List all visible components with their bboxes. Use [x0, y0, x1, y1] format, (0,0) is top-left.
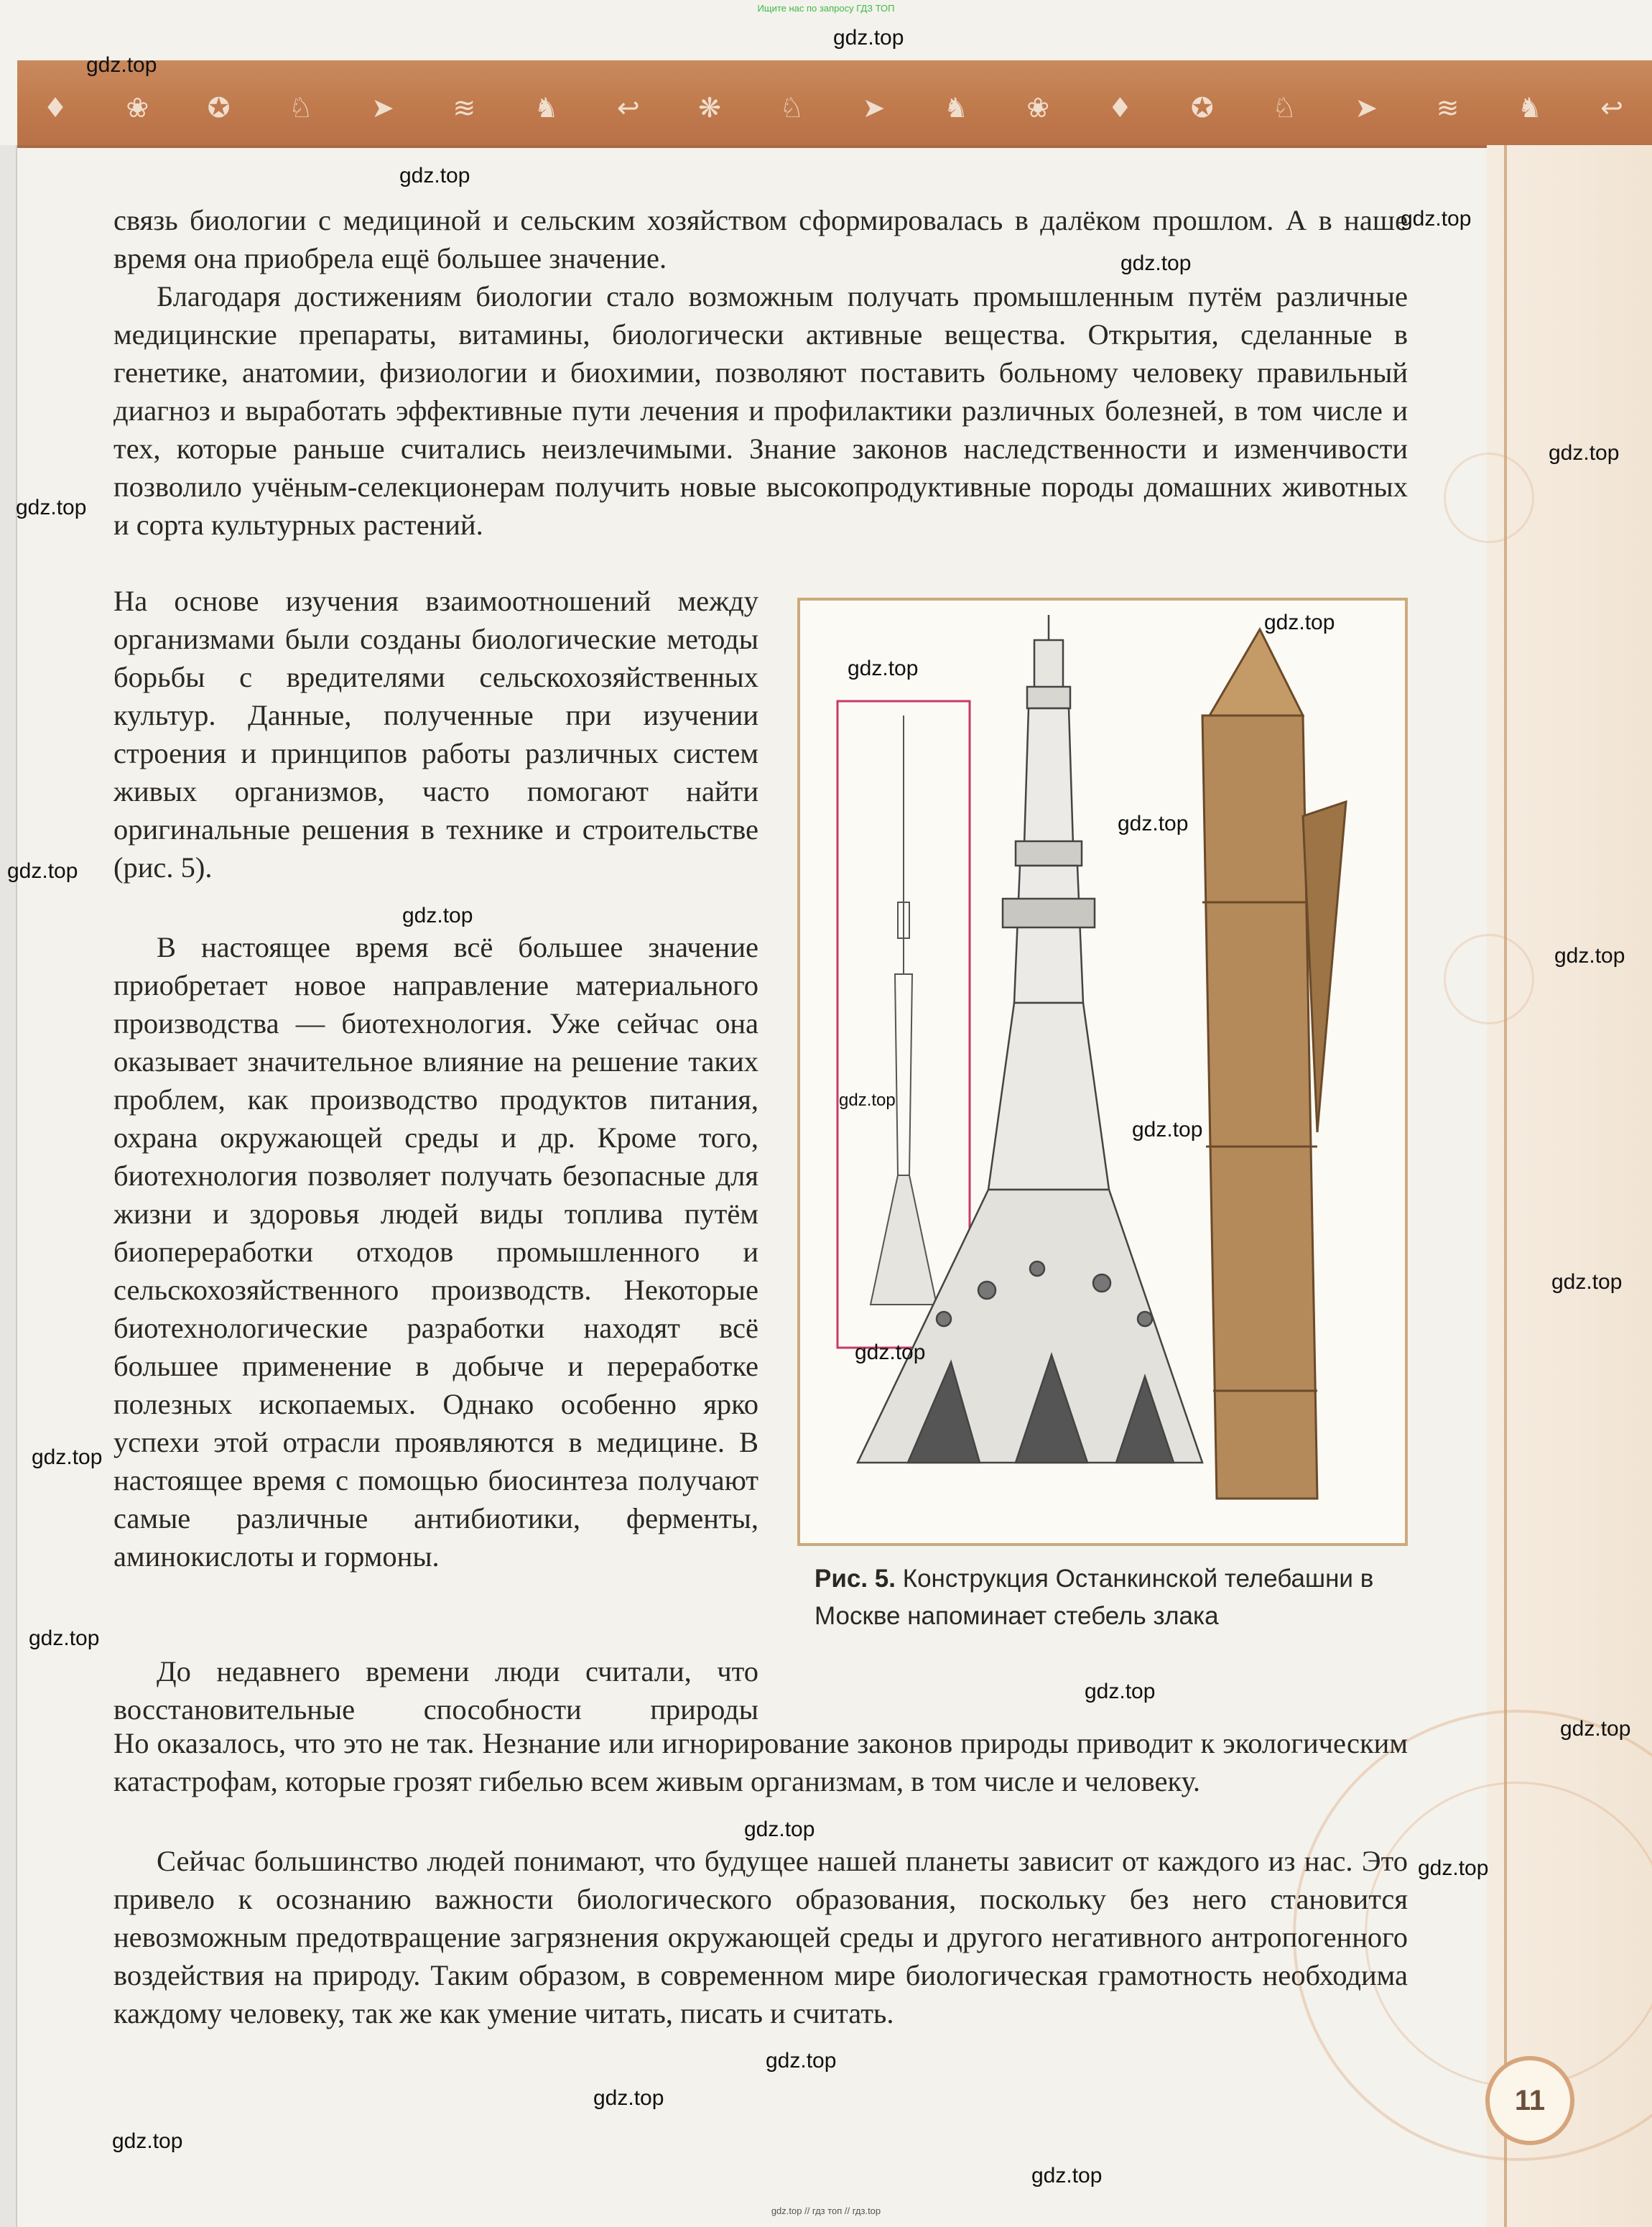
watermark: gdz.top [1120, 251, 1192, 275]
figure-caption-text: Конструкция Останкинской телебашни в Москве напоминает стебель злака [815, 1565, 1374, 1630]
tower-and-stem-drawing [800, 601, 1405, 1543]
watermark: gdz.top [1031, 2164, 1103, 2187]
watermark: gdz.top [1418, 1856, 1489, 1880]
paragraph-4-end: Но оказалось, что это не так. Незнание или игнорирование законов природы приводит к экологическим катастрофам, которые грозят гибелью всем живым организмам, в том числе и человеку. [113, 1727, 1408, 1797]
goat-icon: ♞ [1517, 92, 1542, 124]
lizard-icon: ≋ [1436, 92, 1460, 124]
header-animal-row [43, 86, 1623, 129]
figure-5-illustration [797, 598, 1408, 1546]
watermark: gdz.top [766, 2049, 837, 2073]
horse-icon: ♞ [943, 92, 968, 124]
watermark: gdz.top [855, 1341, 926, 1364]
spiral-ornament [1365, 1782, 1652, 2088]
watermark: gdz.top [1132, 1118, 1203, 1142]
scorpion-icon: ✪ [207, 92, 231, 124]
watermark: gdz.top [1551, 1270, 1623, 1294]
beetle-icon: ❋ [698, 92, 721, 124]
paragraph-2: Благодаря достижениям биологии стало возможным получать промышленным путём различные медицинские препараты, витамины, биологически активные вещества. Открытия, сделанные в генетике, анатомии, физиологии и биохимии, позволяют поставить больному человеку правильный диагноз и выработать эффективные пути лечения и профилактики различных болезней, в том числе и тех, которые раньше считались неизлечимыми. Знание законов наследственности и изменчивости позволило учёным-селекционерам получить новые высокопродуктивные породы домашних животных и сорта культурных растений. [113, 280, 1408, 541]
scorpion-icon: ✪ [1190, 92, 1214, 124]
watermark: gdz.top [593, 2086, 664, 2110]
watermark: gdz.top [1554, 944, 1625, 968]
watermark: gdz.top [402, 904, 473, 927]
bird-icon: ➤ [371, 92, 394, 124]
watermark: gdz.top [1085, 1680, 1156, 1703]
watermark: gdz.top [1560, 1717, 1631, 1741]
watermark: gdz.top [399, 164, 470, 187]
bull-icon: ♦ [1108, 92, 1133, 124]
horse-icon: ♘ [779, 92, 804, 124]
figure-caption [815, 1560, 1403, 1635]
watermark: gdz.top [848, 657, 919, 680]
watermark: gdz.top [744, 1818, 815, 1841]
footer-note: gdz.top // гдз топ // гдз.top [771, 2205, 881, 2216]
watermark: gdz.top [7, 859, 78, 883]
watermark: gdz.top [1264, 611, 1335, 634]
margin-circle-ornament [1444, 453, 1534, 543]
watermark: gdz.top [1549, 441, 1620, 465]
watermark: gdz.top [32, 1445, 103, 1469]
bird-icon: ➤ [1355, 92, 1378, 124]
butterfly-icon: ❀ [126, 92, 149, 124]
heron-icon: ↩ [1600, 92, 1623, 124]
lizard-icon: ≋ [453, 92, 476, 124]
watermark: gdz.top [1401, 207, 1472, 231]
paragraph-1: связь биологии с медициной и сельским хозяйством сформировалась в далёком прошлом. А в наше время она приобрела ещё большее значение. [113, 204, 1408, 274]
figure-label: Рис. 5. [815, 1565, 896, 1593]
watermark: gdz.top [29, 1626, 100, 1650]
watermark: gdz.top [112, 2129, 183, 2153]
paragraph-3: В настоящее время всё большее значение приобретает новое направление материального производства — биотехнология. Уже сейчас она оказывает значительное влияние на решение таких проблем, как производство продуктов питания, охрана окружающей среды и др. Кроме того, биотехнология позволяет получать безопасные для жизни и здоровья людей виды топлива путём биопереработки отходов промышленного и сельскохозяйственного производств. Некоторые биотехнологические разработки находят всё большее применение в добыче и переработке полезных ископаемых. Однако особенно ярко успехи этой отрасли проявляются в медицине. В настоящее время с помощью биосинтеза получают самые различные антибиотики, ферменты, аминокислоты и гормоны. [113, 931, 758, 1573]
watermark: gdz.top [833, 26, 904, 50]
heron-icon: ↩ [616, 92, 640, 124]
butterfly-icon: ❀ [1026, 92, 1050, 124]
watermark: gdz.top [1118, 812, 1189, 835]
watermark: gdz.top [839, 1091, 896, 1110]
paragraph-4-start: До недавнего времени люди считали, что восстановительные способности природы [113, 1655, 758, 1726]
paragraph-2-continued: На основе изучения взаимоотношений между организмами были созданы биологические методы борьбы с вредителями сельскохозяйственных культур. Данные, полученные при изучении строения и принципов работы различных систем живых организмов, часто помогают найти оригинальные решения в технике и строительстве (рис. 5). [113, 585, 758, 884]
deer-icon: ♘ [1271, 92, 1297, 124]
page-number: 11 [1485, 2056, 1574, 2145]
deer-icon: ♘ [288, 92, 313, 124]
top-note: Ищите нас по запросу ГДЗ ТОП [757, 3, 895, 14]
watermark: gdz.top [16, 496, 87, 519]
watermark: gdz.top [86, 53, 157, 77]
grass-stem-icon [1202, 629, 1346, 1499]
page-binding-edge [0, 145, 17, 2227]
goat-icon: ♞ [534, 92, 559, 124]
paragraph-5: Сейчас большинство людей понимают, что будущее нашей планеты зависит от каждого из нас. Это привело к осознанию важности биологического образования, поскольку без него становится невозможным предотвращение загрязнения окружающей среды и другого негативного антропогенного воздействия на природу. Таким образом, в современном мире биологическая грамотность необходима каждому человеку, так же как умение читать, писать и считать. [113, 1845, 1408, 2029]
small-tower-icon [871, 716, 937, 1305]
boar-icon: ♦ [43, 92, 68, 124]
ostankino-tower-icon [858, 615, 1202, 1463]
margin-circle-ornament [1444, 934, 1534, 1024]
bird-icon: ➤ [862, 92, 886, 124]
